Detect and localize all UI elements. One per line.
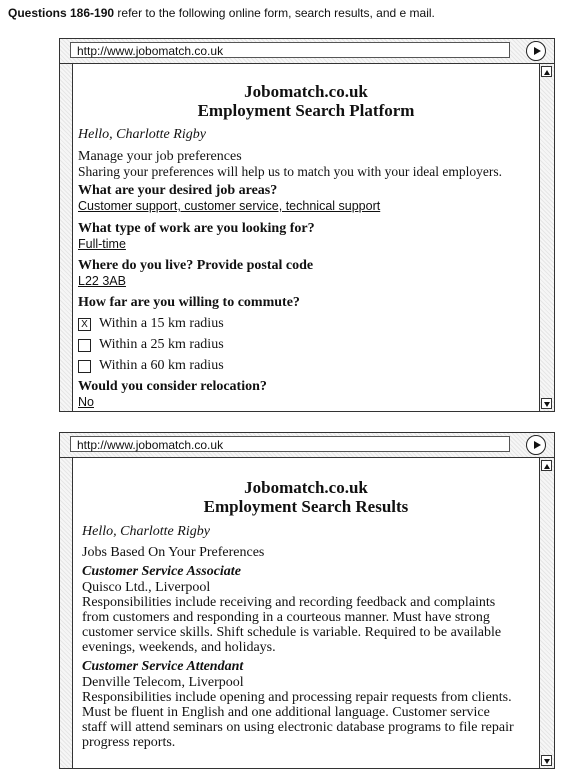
question-intro-text: refer to the following online form, search results, and e mail.: [114, 6, 435, 20]
url-field[interactable]: http://www.jobomatch.co.uk: [70, 42, 510, 58]
scroll-up-icon[interactable]: [541, 460, 552, 471]
left-frame: [60, 458, 73, 768]
job-company: Quisco Ltd., Liverpool: [82, 580, 211, 595]
scrollbar[interactable]: [539, 64, 554, 411]
results-content: [74, 458, 538, 768]
go-button[interactable]: [526, 41, 546, 61]
option-label: Within a 25 km radius: [99, 337, 224, 352]
address-bar: [60, 39, 554, 64]
answer-job-areas[interactable]: Customer support, customer service, technical support: [78, 199, 381, 213]
job-description-line: Responsibilities include receiving and recording feedback and complaints: [82, 595, 496, 610]
form-browser-window: [59, 38, 555, 412]
job-company: Denville Telecom, Liverpool: [82, 675, 244, 690]
url-field[interactable]: http://www.jobomatch.co.uk: [70, 436, 510, 452]
job-description-line: progress reports.: [82, 735, 176, 750]
address-bar: [60, 433, 554, 458]
answer-postal-code[interactable]: L22 3AB: [78, 274, 126, 288]
question-job-areas: What are your desired job areas?: [78, 183, 278, 198]
question-range: Questions 186-190: [8, 6, 115, 20]
answer-work-type[interactable]: Full-time: [78, 237, 126, 251]
question-postal-code: Where do you live? Provide postal code: [78, 258, 314, 273]
question-commute: How far are you willing to commute?: [78, 295, 300, 310]
job-description-line: evenings, weekends, and holidays.: [82, 640, 276, 655]
results-browser-window: [59, 432, 555, 769]
question-relocation: Would you consider relocation?: [78, 379, 267, 394]
site-name: Jobomatch.co.uk: [244, 82, 368, 101]
job-description-line: staff will attend seminars on using electronic database programs to file repair: [82, 720, 514, 735]
greeting: Hello, Charlotte Rigby: [78, 127, 206, 142]
job-title[interactable]: Customer Service Associate: [82, 564, 241, 579]
job-description-line: from customers and responding in a courteous manner. Must have strong: [82, 610, 490, 625]
scroll-up-icon[interactable]: [541, 66, 552, 77]
checkbox[interactable]: [78, 360, 91, 373]
option-label: Within a 60 km radius: [99, 358, 224, 373]
greeting: Hello, Charlotte Rigby: [82, 524, 210, 539]
commute-option[interactable]: [78, 337, 538, 353]
commute-option[interactable]: [78, 358, 538, 374]
checkbox-checked[interactable]: X: [78, 318, 91, 331]
scroll-down-icon[interactable]: [541, 755, 552, 766]
results-subtitle: Jobs Based On Your Preferences: [82, 545, 265, 560]
page-title: Employment Search Platform: [197, 101, 415, 120]
answer-relocation[interactable]: No: [78, 395, 94, 409]
question-intro: [8, 6, 435, 20]
job-title[interactable]: Customer Service Attendant: [82, 659, 244, 674]
scroll-down-icon[interactable]: [541, 398, 552, 409]
form-content: [74, 64, 538, 411]
job-description-line: customer service skills. Shift schedule is variable. Required to be available: [82, 625, 502, 640]
job-description-line: Must be fluent in English and one additional language. Customer service: [82, 705, 490, 720]
site-name: Jobomatch.co.uk: [244, 478, 368, 497]
option-label: Within a 15 km radius: [99, 316, 224, 331]
commute-option[interactable]: [78, 316, 538, 332]
scrollbar[interactable]: [539, 458, 554, 768]
job-description-line: Responsibilities include opening and processing repair requests from clients.: [82, 690, 512, 705]
question-work-type: What type of work are you looking for?: [78, 221, 315, 236]
checkbox[interactable]: [78, 339, 91, 352]
manage-preferences-link[interactable]: Manage your job preferences: [78, 149, 242, 164]
go-button[interactable]: [526, 435, 546, 455]
page-title: Employment Search Results: [203, 497, 409, 516]
left-frame: [60, 64, 73, 411]
sharing-note: Sharing your preferences will help us to match you with your ideal employers.: [78, 164, 503, 179]
